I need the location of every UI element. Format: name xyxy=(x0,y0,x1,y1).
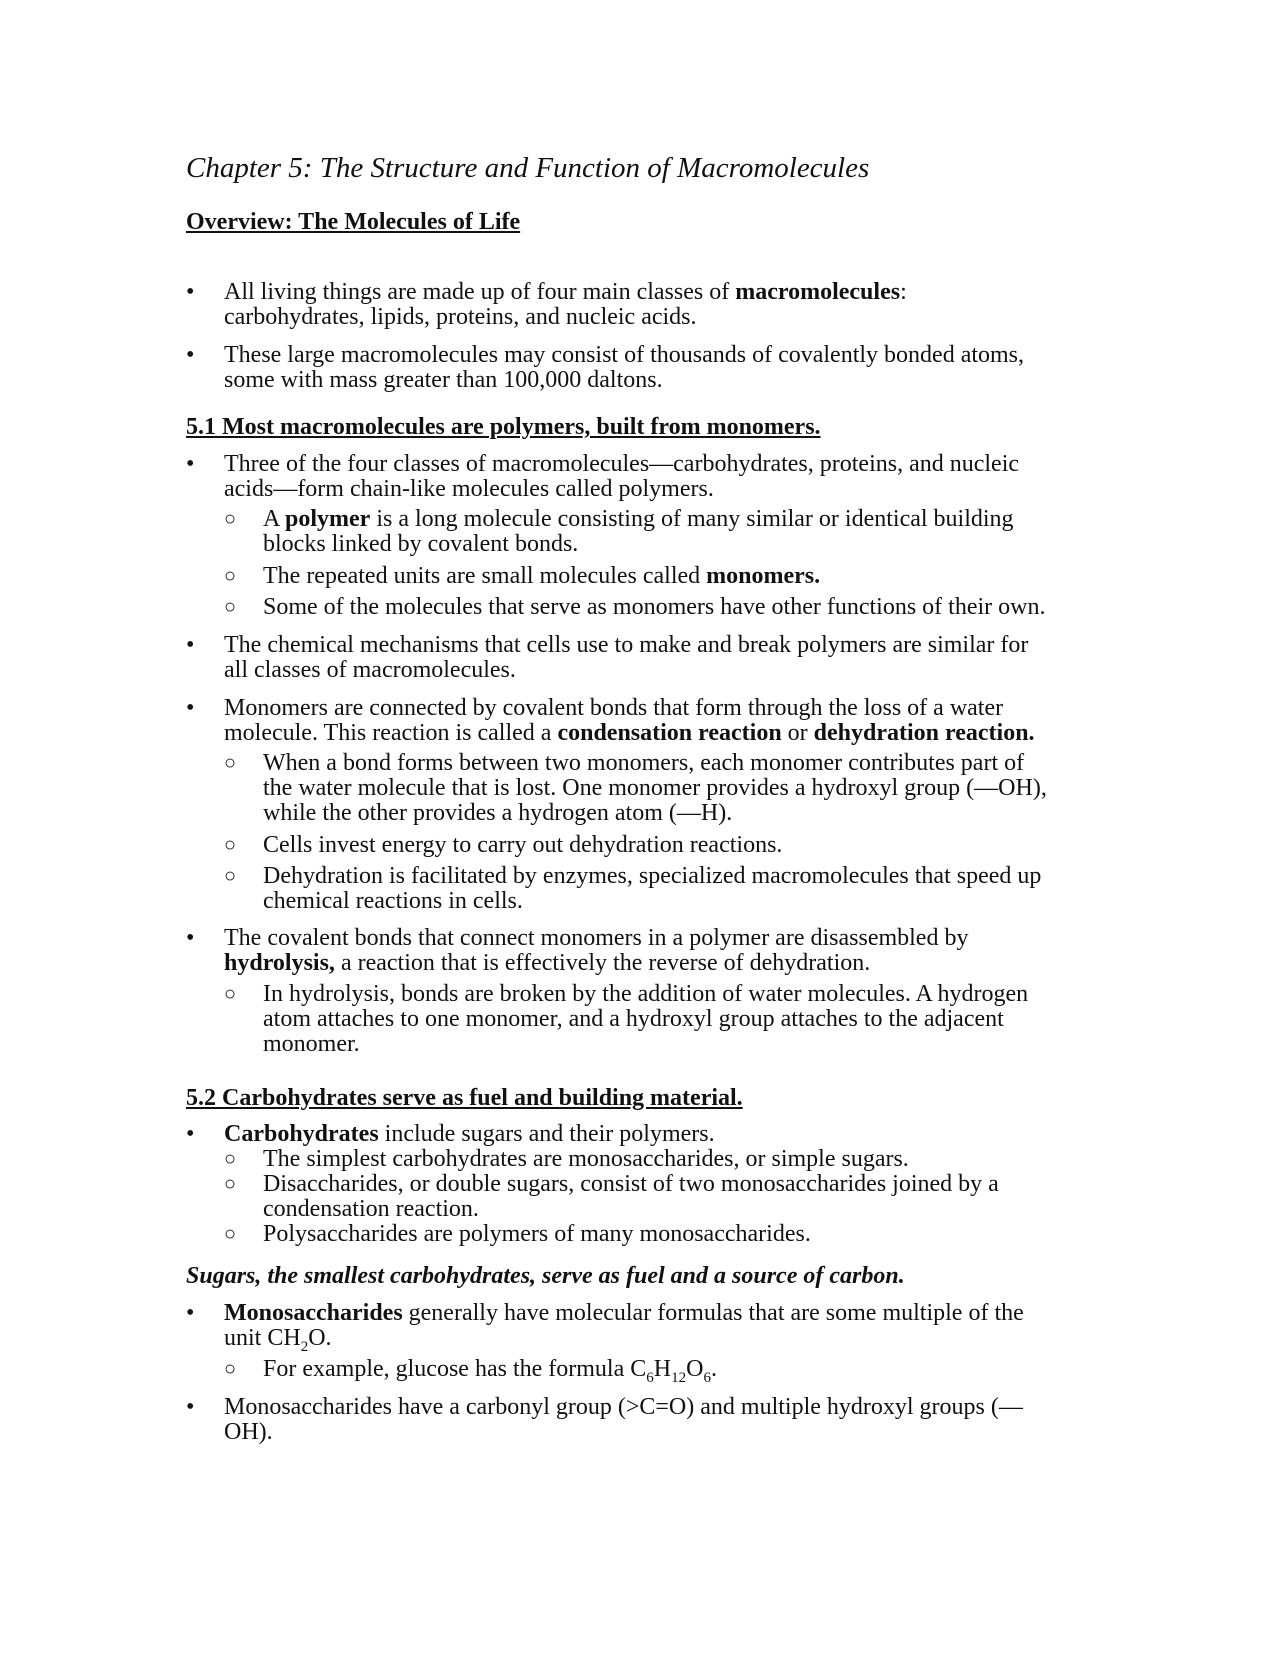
section-5-1-subbullet-7: ○ In hydrolysis, bonds are broken by the addition of water molecules. A hydrogen atom attaches to one monomer, and a hydroxyl group attaches to the adjacent monomer. xyxy=(224,981,1029,1057)
sub-bullet-marker: ○ xyxy=(224,508,237,530)
section-5-2-subbullet-2: ○ Disaccharides, or double sugars, consist of two monosaccharides joined by a condensation reaction. xyxy=(224,1171,999,1222)
section-5-1-bullet-2: • The chemical mechanisms that cells use to make and break polymers are similar for all classes of macromolecules. xyxy=(186,632,1029,683)
sub-bullet-marker: ○ xyxy=(224,752,237,774)
sub-bullet-marker: ○ xyxy=(224,983,237,1005)
overview-bullet-1: • All living things are made up of four main classes of macromolecules: carbohydrates, lipids, proteins, and nucleic acids. xyxy=(186,279,907,330)
bullet-marker: • xyxy=(186,1121,195,1147)
section-5-1-subbullet-5: ○ Cells invest energy to carry out dehydration reactions. xyxy=(224,832,783,858)
overview-bullet-2: • These large macromolecules may consist of thousands of covalently bonded atoms, some with mass greater than 100,000 daltons. xyxy=(186,342,1025,393)
chapter-title: Chapter 5: The Structure and Function of Macromolecules xyxy=(186,152,870,184)
section-5-2-bullet-1: • Carbohydrates include sugars and their polymers. xyxy=(186,1121,715,1147)
bullet-marker: • xyxy=(186,279,195,305)
bullet-marker: • xyxy=(186,451,195,477)
section-5-1-bullet-3: • Monomers are connected by covalent bonds that form through the loss of a water molecule. This reaction is called a condensation reaction or dehydration reaction. xyxy=(186,695,1035,746)
overview-heading: Overview: The Molecules of Life xyxy=(186,209,521,235)
section-5-1-heading: 5.1 Most macromolecules are polymers, built from monomers. xyxy=(186,414,821,440)
bullet-marker: • xyxy=(186,342,195,368)
section-5-2-subbullet-3: ○ Polysaccharides are polymers of many monosaccharides. xyxy=(224,1221,811,1247)
section-5-1-subbullet-1: ○ A polymer is a long molecule consisting of many similar or identical building blocks linked by covalent bonds. xyxy=(224,506,1014,557)
sub-bullet-marker: ○ xyxy=(224,1173,237,1195)
sub-bullet-marker: ○ xyxy=(224,565,237,587)
bullet-marker: • xyxy=(186,925,195,951)
section-5-2-heading: 5.2 Carbohydrates serve as fuel and building material. xyxy=(186,1085,743,1111)
bullet-marker: • xyxy=(186,1394,195,1420)
section-5-1-bullet-1: • Three of the four classes of macromolecules—carbohydrates, proteins, and nucleic acids—form chain-like molecules called polymers. xyxy=(186,451,1020,502)
section-5-1-subbullet-2: ○ The repeated units are small molecules called monomers. xyxy=(224,563,821,589)
sub-bullet-marker: ○ xyxy=(224,1148,237,1170)
section-5-1-subbullet-4: ○ When a bond forms between two monomers, each monomer contributes part of the water molecule that is lost. One monomer provides a hydroxyl group (—OH), while the other provides a hydrogen atom (—H). xyxy=(224,750,1047,826)
section-5-1-subbullet-6: ○ Dehydration is facilitated by enzymes, specialized macromolecules that speed up chemical reactions in cells. xyxy=(224,863,1042,914)
section-5-2-bullet-3: • Monosaccharides have a carbonyl group (>C=O) and multiple hydroxyl groups (— OH). xyxy=(186,1394,1023,1445)
sugars-subheading: Sugars, the smallest carbohydrates, serve as fuel and a source of carbon. xyxy=(186,1263,905,1289)
section-5-1-subbullet-3: ○ Some of the molecules that serve as monomers have other functions of their own. xyxy=(224,594,1046,620)
sub-bullet-marker: ○ xyxy=(224,834,237,856)
sub-bullet-marker: ○ xyxy=(224,596,237,618)
section-5-2-subbullet-1: ○ The simplest carbohydrates are monosaccharides, or simple sugars. xyxy=(224,1146,909,1172)
section-5-2-bullet-2: • Monosaccharides generally have molecular formulas that are some multiple of the unit $CH_2O$. xyxy=(186,1300,1024,1355)
sub-bullet-marker: ○ xyxy=(224,1223,237,1245)
bullet-marker: • xyxy=(186,1300,195,1326)
sub-bullet-marker: ○ xyxy=(224,1358,237,1380)
bullet-marker: • xyxy=(186,695,195,721)
bullet-marker: • xyxy=(186,632,195,658)
section-5-2-subbullet-4: ○ For example, glucose has the formula $C_6H_{12}O_6$. xyxy=(224,1356,717,1386)
sub-bullet-marker: ○ xyxy=(224,865,237,887)
section-5-1-bullet-4: • The covalent bonds that connect monomers in a polymer are disassembled by hydrolysis, a reaction that is effectively the reverse of dehydration. xyxy=(186,925,969,976)
